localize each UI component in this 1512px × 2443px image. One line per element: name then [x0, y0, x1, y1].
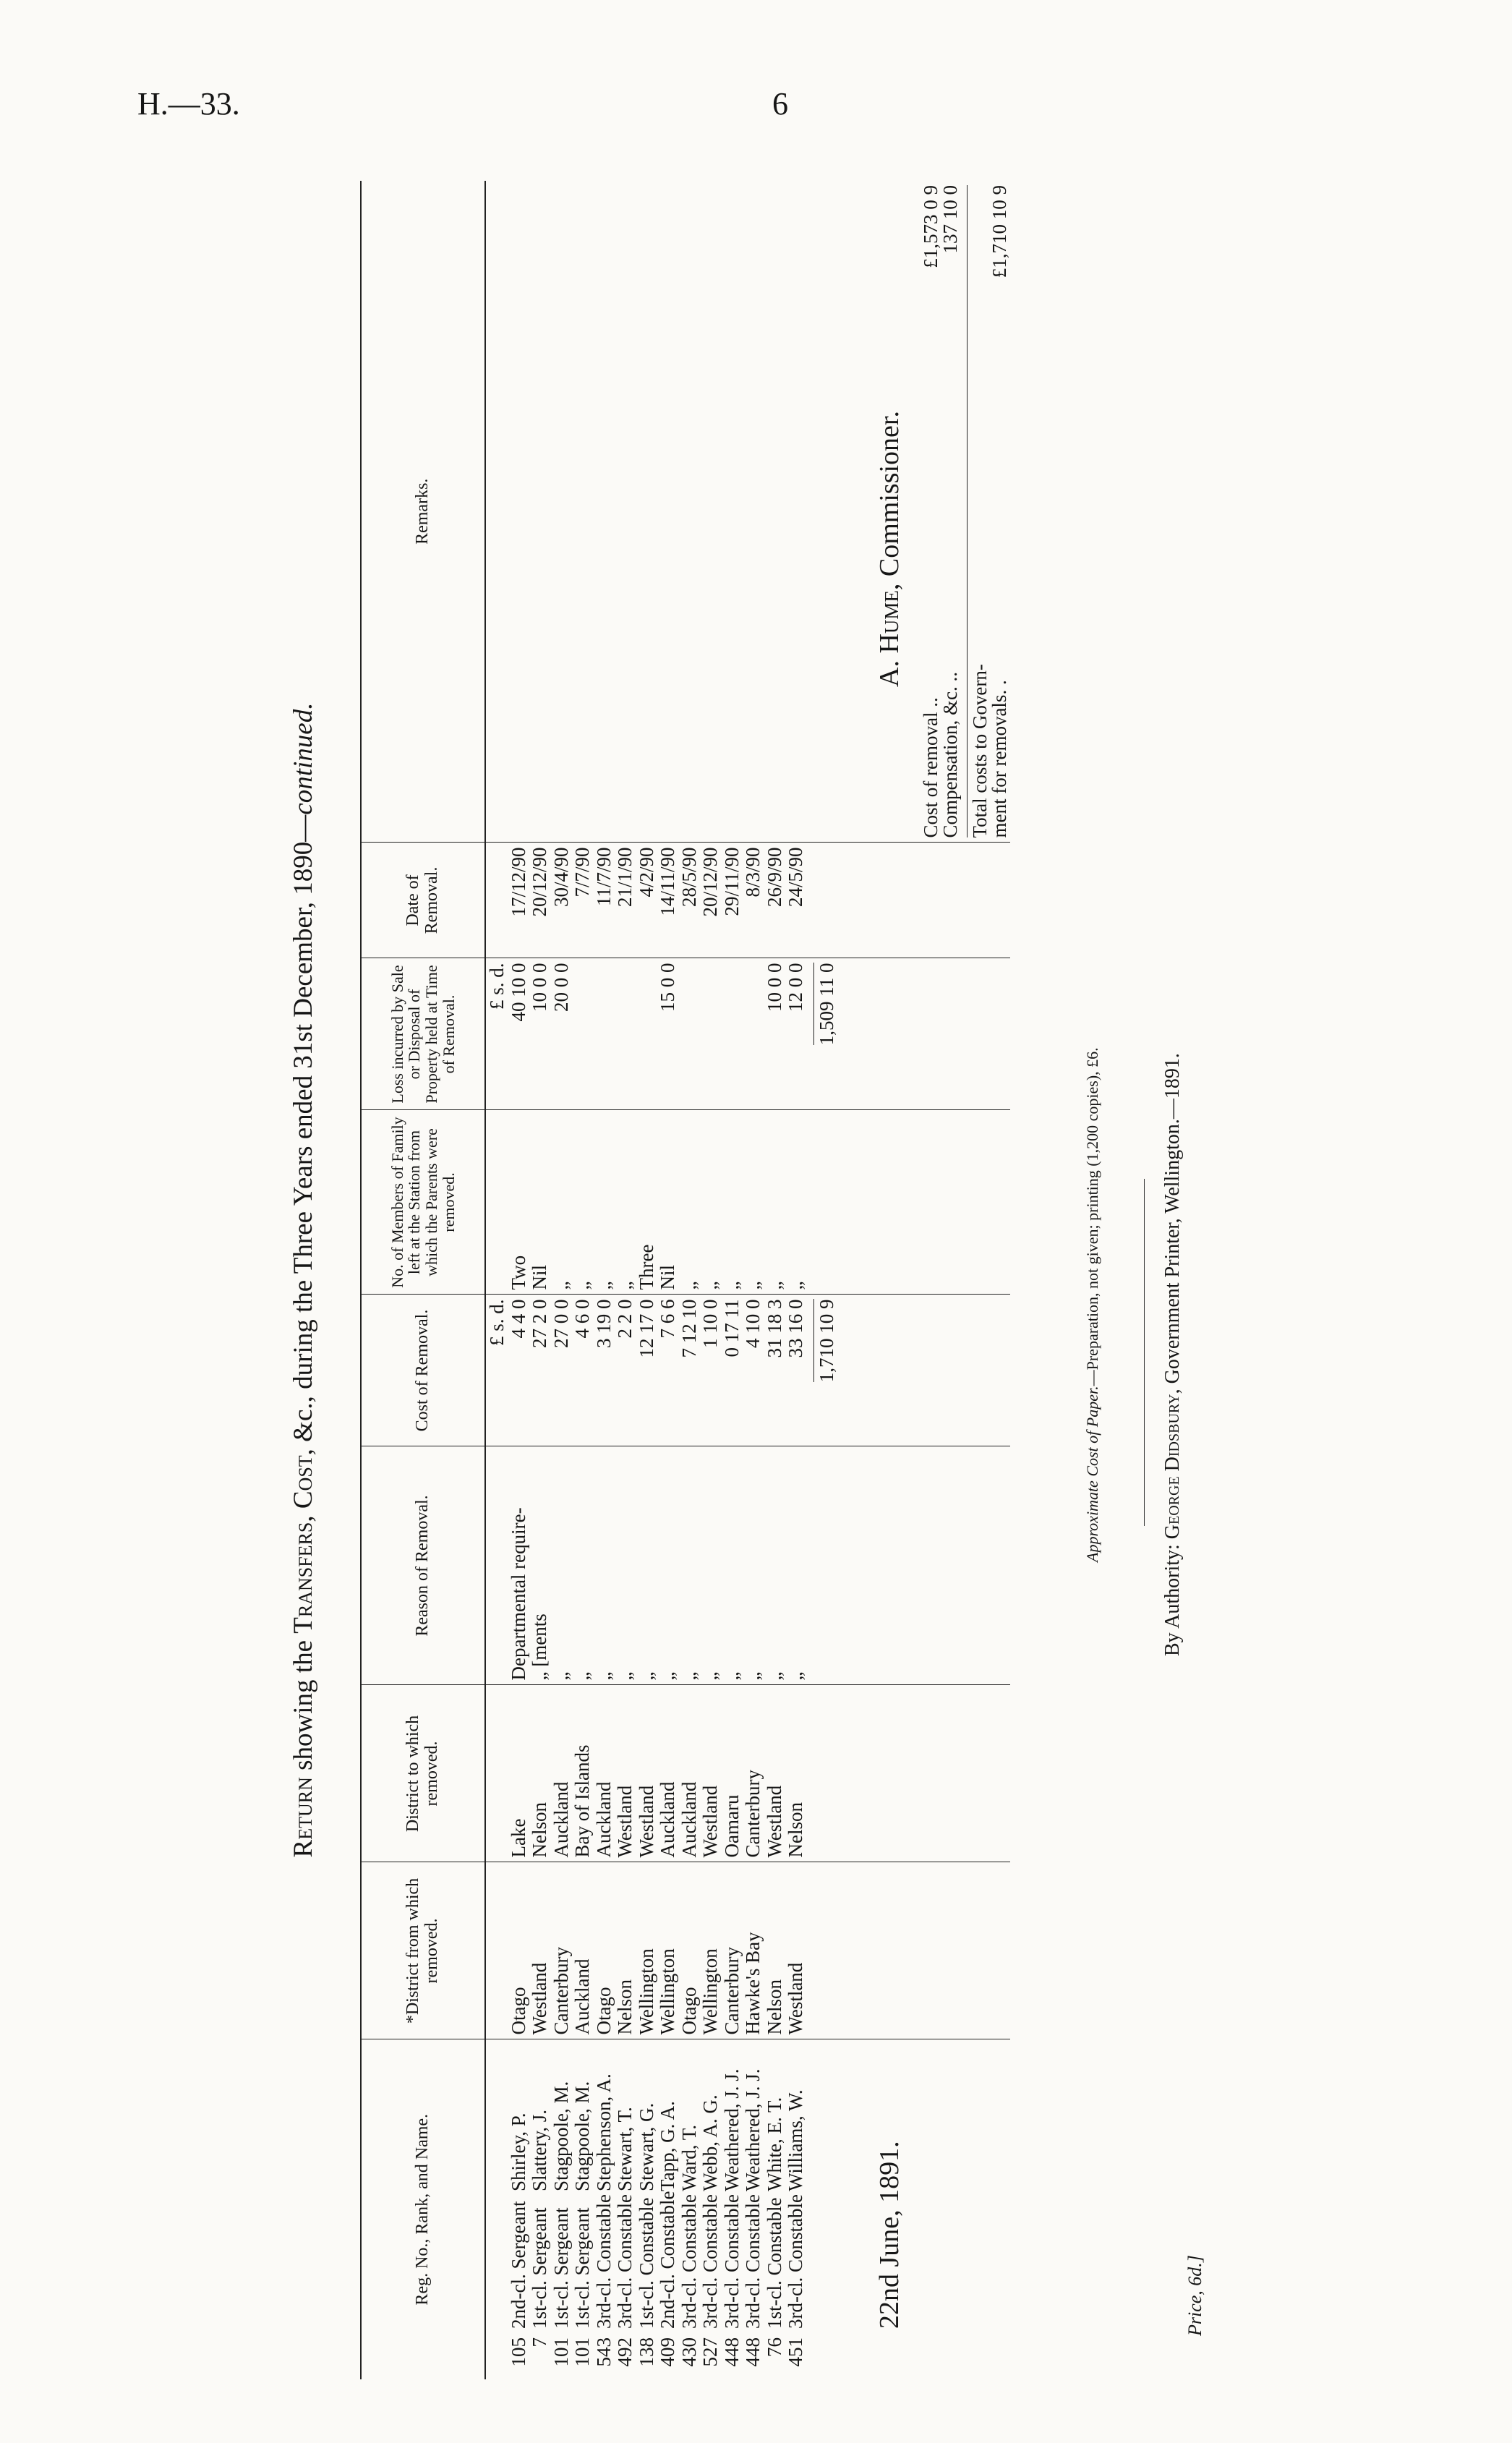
removal-cost: 4 6 0	[571, 1295, 593, 1446]
family-left: Two	[508, 1110, 529, 1295]
reg-cell	[636, 2039, 657, 2379]
district-from: Nelson	[614, 1862, 636, 2039]
reg-number: 105	[507, 2337, 529, 2367]
reg-cell	[593, 2039, 615, 2379]
reg-number: 7	[529, 2337, 551, 2348]
family-left: „	[593, 1110, 615, 1295]
unit-cell	[485, 1446, 508, 1685]
removal-cost: 2 2 0	[614, 1295, 636, 1446]
officer-name: Stagpoole, M.	[571, 2081, 594, 2191]
removal-reason: „	[550, 1446, 572, 1685]
reg-number: 448	[720, 2337, 743, 2367]
reg-number: 492	[614, 2337, 636, 2367]
officer-name: Stewart, G.	[635, 2102, 657, 2191]
reg-cell	[657, 2039, 678, 2379]
family-left: „	[678, 1110, 700, 1295]
removal-date: 30/4/90	[550, 843, 572, 958]
family-left: „	[764, 1110, 785, 1295]
pound-unit: £	[486, 1336, 508, 1347]
removal-cost: 3 19 0	[593, 1295, 615, 1446]
rank: 3rd-cl. Constable	[614, 2194, 636, 2329]
removal-cost: 7 6 6	[657, 1295, 678, 1446]
property-loss: 15 0 0	[657, 958, 678, 1110]
col-header-from: *District from which removed.	[361, 1862, 485, 2039]
total-cell	[806, 1110, 1010, 1295]
property-loss: 10 0 0	[764, 958, 785, 1110]
reg-cell	[550, 2039, 572, 2379]
compensation-value: 137 10 0	[939, 185, 962, 254]
removal-cost: 12 17 0	[636, 1295, 657, 1446]
removal-reason: „	[764, 1446, 785, 1685]
family-left: „	[550, 1110, 572, 1295]
reg-cell	[508, 2039, 529, 2379]
officer-name: Williams, W.	[785, 2089, 807, 2191]
removal-date: 11/7/90	[593, 843, 615, 958]
family-left: „	[699, 1110, 721, 1295]
family-left: Nil	[529, 1110, 550, 1295]
removal-cost: 33 16 0	[785, 1295, 806, 1446]
removal-cost: 4 10 0	[742, 1295, 764, 1446]
unit-cell	[485, 1862, 508, 2039]
removal-cost: 31 18 3	[764, 1295, 785, 1446]
header-row	[361, 181, 485, 2379]
district-to: Oamaru	[721, 1685, 743, 1862]
district-to: Lake	[508, 1685, 529, 1862]
removal-date: 29/11/90	[721, 843, 743, 958]
removal-reason: „	[785, 1446, 806, 1685]
family-left: „	[785, 1110, 806, 1295]
rotated-page-body	[289, 181, 1221, 2379]
remarks-line	[941, 185, 961, 838]
removal-reason: „	[571, 1446, 593, 1685]
officer-name: Ward, T.	[678, 2124, 700, 2191]
cost-removal-label: Cost of removal ..	[919, 697, 941, 838]
family-left: Nil	[657, 1110, 678, 1295]
property-loss	[593, 958, 615, 1110]
district-from: Nelson	[764, 1862, 785, 2039]
district-from: Otago	[678, 1862, 700, 2039]
col-header-date: Date of Removal.	[361, 843, 485, 958]
district-from: Hawke's Bay	[742, 1862, 764, 2039]
removal-date: 20/12/90	[529, 843, 550, 958]
pound-unit: £	[486, 999, 508, 1010]
reg-cell	[571, 2039, 593, 2379]
unit-cell	[485, 958, 508, 1110]
reg-cell	[678, 2039, 700, 2379]
col-header-remarks: Remarks.	[361, 181, 485, 843]
property-loss	[614, 958, 636, 1110]
return-table	[360, 181, 1010, 2379]
table-row	[508, 181, 529, 2379]
reg-number: 448	[742, 2337, 764, 2367]
removal-reason: „	[657, 1446, 678, 1685]
property-loss	[636, 958, 657, 1110]
reg-cell	[742, 2039, 764, 2379]
removal-date: 28/5/90	[678, 843, 700, 958]
removal-reason: Departmental require-	[508, 1446, 529, 1685]
remarks-line	[990, 185, 1010, 838]
officer-name: Shirley, P.	[507, 2112, 529, 2191]
rank: 3rd-cl. Constable	[742, 2194, 764, 2329]
rank: 2nd-cl. Sergeant	[507, 2201, 529, 2329]
total-value: £1,710 10 9	[988, 185, 1011, 278]
removal-date: 4/2/90	[636, 843, 657, 958]
removal-cost: 0 17 11	[721, 1295, 743, 1446]
removal-date: 14/11/90	[657, 843, 678, 958]
reg-number: 543	[592, 2337, 615, 2367]
col-header-to: District to which removed.	[361, 1685, 485, 1862]
district-from: Otago	[593, 1862, 615, 2039]
col-header-reason: Reason of Removal.	[361, 1446, 485, 1685]
footer-rule	[1144, 1179, 1145, 1526]
district-to: Nelson	[529, 1685, 550, 1862]
rank: 2nd-cl. Constable	[657, 2191, 679, 2329]
removal-cost: 1 10 0	[699, 1295, 721, 1446]
property-loss: 12 0 0	[785, 958, 806, 1110]
officer-name: Slattery, J.	[529, 2110, 551, 2191]
reg-number: 101	[571, 2337, 594, 2367]
removal-date: 17/12/90	[508, 843, 529, 958]
total-cell	[806, 1446, 1010, 1685]
total-loss: 1,509 11 0	[813, 963, 837, 1046]
officer-name: Stewart, T.	[614, 2107, 636, 2191]
reg-number: 138	[635, 2337, 657, 2367]
rank: 1st-cl. Sergeant	[529, 2207, 551, 2329]
removal-reason: „	[614, 1446, 636, 1685]
district-from: Auckland	[571, 1862, 593, 2039]
property-loss	[699, 958, 721, 1110]
removal-date: 7/7/90	[571, 843, 593, 958]
total-cost: 1,710 10 9	[813, 1300, 837, 1383]
rank: 3rd-cl. Constable	[785, 2194, 807, 2329]
rank: 3rd-cl. Constable	[699, 2194, 722, 2329]
rank: 3rd-cl. Constable	[720, 2194, 743, 2329]
district-to: Auckland	[678, 1685, 700, 1862]
removal-cost: 4 4 0	[508, 1295, 529, 1446]
family-left: „	[614, 1110, 636, 1295]
district-to: Westland	[636, 1685, 657, 1862]
table-title: Return showing the Transfers, Cost, &c., during the Three Years ended 31st December, 1890—continued.	[289, 702, 318, 1858]
property-loss	[678, 958, 700, 1110]
report-date: 22nd June, 1891.	[874, 2141, 905, 2329]
rank: 1st-cl. Sergeant	[571, 2207, 594, 2329]
family-left: „	[571, 1110, 593, 1295]
rank: 1st-cl. Constable	[763, 2197, 785, 2329]
remarks-line	[921, 185, 941, 838]
printer-authority: By Authority: George Didsbury, Government Printer, Wellington.—1891.	[1161, 1053, 1184, 1656]
table-body	[485, 181, 1010, 2379]
rank: 3rd-cl. Constable	[592, 2194, 615, 2329]
reg-number: 76	[763, 2337, 785, 2357]
reg-number: 430	[678, 2337, 700, 2367]
signature: A. Hume, Commissioner.	[874, 411, 905, 687]
money-unit-row	[485, 181, 508, 2379]
removal-date: 24/5/90	[785, 843, 806, 958]
total-cell	[806, 958, 1010, 1110]
total-cell	[806, 1685, 1010, 1862]
district-to: Auckland	[550, 1685, 572, 1862]
district-to: Westland	[764, 1685, 785, 1862]
cost-removal-value: £1,573 0 9	[919, 185, 941, 268]
remarks-summary	[921, 185, 1010, 838]
removal-reason: „	[699, 1446, 721, 1685]
district-to: Nelson	[785, 1685, 806, 1862]
grand-total-block	[967, 185, 1010, 838]
family-left: Three	[636, 1110, 657, 1295]
property-loss	[721, 958, 743, 1110]
district-from: Canterbury	[721, 1862, 743, 2039]
district-to: Westland	[614, 1685, 636, 1862]
district-from: Wellington	[636, 1862, 657, 2039]
rank: 3rd-cl. Constable	[678, 2194, 700, 2329]
district-to: Bay of Islands	[571, 1685, 593, 1862]
unit-cell	[485, 2039, 508, 2379]
property-loss	[742, 958, 764, 1110]
removal-reason: „	[678, 1446, 700, 1685]
property-loss: 40 10 0	[508, 958, 529, 1110]
district-from: Wellington	[657, 1862, 678, 2039]
property-loss: 20 0 0	[550, 958, 572, 1110]
price: Price, 6d.]	[1184, 2255, 1205, 2336]
officer-name: Tapp, G. A.	[657, 2101, 679, 2191]
removal-reason: „	[721, 1446, 743, 1685]
document-code: H.—33.	[137, 86, 240, 121]
unit-cell	[485, 1295, 508, 1446]
district-from: Westland	[529, 1862, 550, 2039]
reg-cell	[614, 2039, 636, 2379]
removal-date: 8/3/90	[742, 843, 764, 958]
unit-cell	[485, 1110, 508, 1295]
col-header-family: No. of Members of Family left at the Station from which the Parents were removed.	[361, 1110, 485, 1295]
removal-date: 26/9/90	[764, 843, 785, 958]
removal-reason: „	[593, 1446, 615, 1685]
district-to: Westland	[699, 1685, 721, 1862]
property-loss: 10 0 0	[529, 958, 550, 1110]
removal-cost: 27 0 0	[550, 1295, 572, 1446]
removal-date: 21/1/90	[614, 843, 636, 958]
district-to: Auckland	[657, 1685, 678, 1862]
district-from: Otago	[508, 1862, 529, 2039]
removal-date: 20/12/90	[699, 843, 721, 958]
officer-name: Weathered, J. J.	[742, 2068, 764, 2191]
total-label-line-2: ment for removals. .	[988, 680, 1011, 838]
shilling-unit: s.	[486, 982, 508, 995]
total-label-line-1: Total costs to Govern-	[968, 664, 991, 838]
officer-name: Stephenson, A.	[592, 2073, 615, 2191]
col-header-loss: Loss incurred by Sale or Disposal of Property held at Time of Removal.	[361, 958, 485, 1110]
unit-cell	[485, 1685, 508, 1862]
unit-cell	[485, 181, 508, 843]
reg-cell	[721, 2039, 743, 2379]
total-cell	[806, 1862, 1010, 2039]
reg-cell	[699, 2039, 721, 2379]
officer-name: White, E. T.	[763, 2097, 785, 2191]
total-cell	[806, 1295, 1010, 1446]
cost-of-paper-note: Approximate Cost of Paper.—Preparation, not given; printing (1,200 copies), £6.	[1083, 1047, 1101, 1562]
col-header-cost: Cost of Removal.	[361, 1295, 485, 1446]
removal-reason: „	[636, 1446, 657, 1685]
district-to: Auckland	[593, 1685, 615, 1862]
reg-cell	[785, 2039, 806, 2379]
reg-number: 451	[785, 2337, 807, 2367]
remarks-cell	[508, 181, 1010, 843]
reg-number: 101	[550, 2337, 572, 2367]
shilling-unit: s.	[486, 1318, 508, 1331]
family-left: „	[721, 1110, 743, 1295]
removal-reason: „ [ments	[529, 1446, 550, 1685]
page-number: 6	[772, 86, 788, 121]
unit-cell	[485, 843, 508, 958]
family-left: „	[742, 1110, 764, 1295]
col-header-reg: Reg. No., Rank, and Name.	[413, 2113, 432, 2306]
reg-number: 527	[699, 2337, 722, 2367]
pence-unit: d.	[486, 1299, 508, 1314]
officer-name: Stagpoole, M.	[550, 2081, 572, 2191]
property-loss	[571, 958, 593, 1110]
rank: 1st-cl. Sergeant	[550, 2207, 572, 2329]
removal-cost: 7 12 10	[678, 1295, 700, 1446]
rank: 1st-cl. Constable	[635, 2197, 657, 2329]
officer-name: Weathered, J. J.	[720, 2068, 743, 2191]
reg-cell	[529, 2039, 550, 2379]
pence-unit: d.	[486, 963, 508, 978]
compensation-label: Compensation, &c. ..	[939, 672, 962, 838]
reg-cell	[764, 2039, 785, 2379]
reg-number: 409	[657, 2337, 679, 2367]
district-from: Canterbury	[550, 1862, 572, 2039]
total-cell	[806, 2039, 1010, 2379]
officer-name: Webb, A. G.	[699, 2094, 722, 2191]
removal-cost: 27 2 0	[529, 1295, 550, 1446]
district-from: Wellington	[699, 1862, 721, 2039]
district-from: Westland	[785, 1862, 806, 2039]
removal-reason: „	[742, 1446, 764, 1685]
total-cell	[806, 843, 1010, 958]
district-to: Canterbury	[742, 1685, 764, 1862]
